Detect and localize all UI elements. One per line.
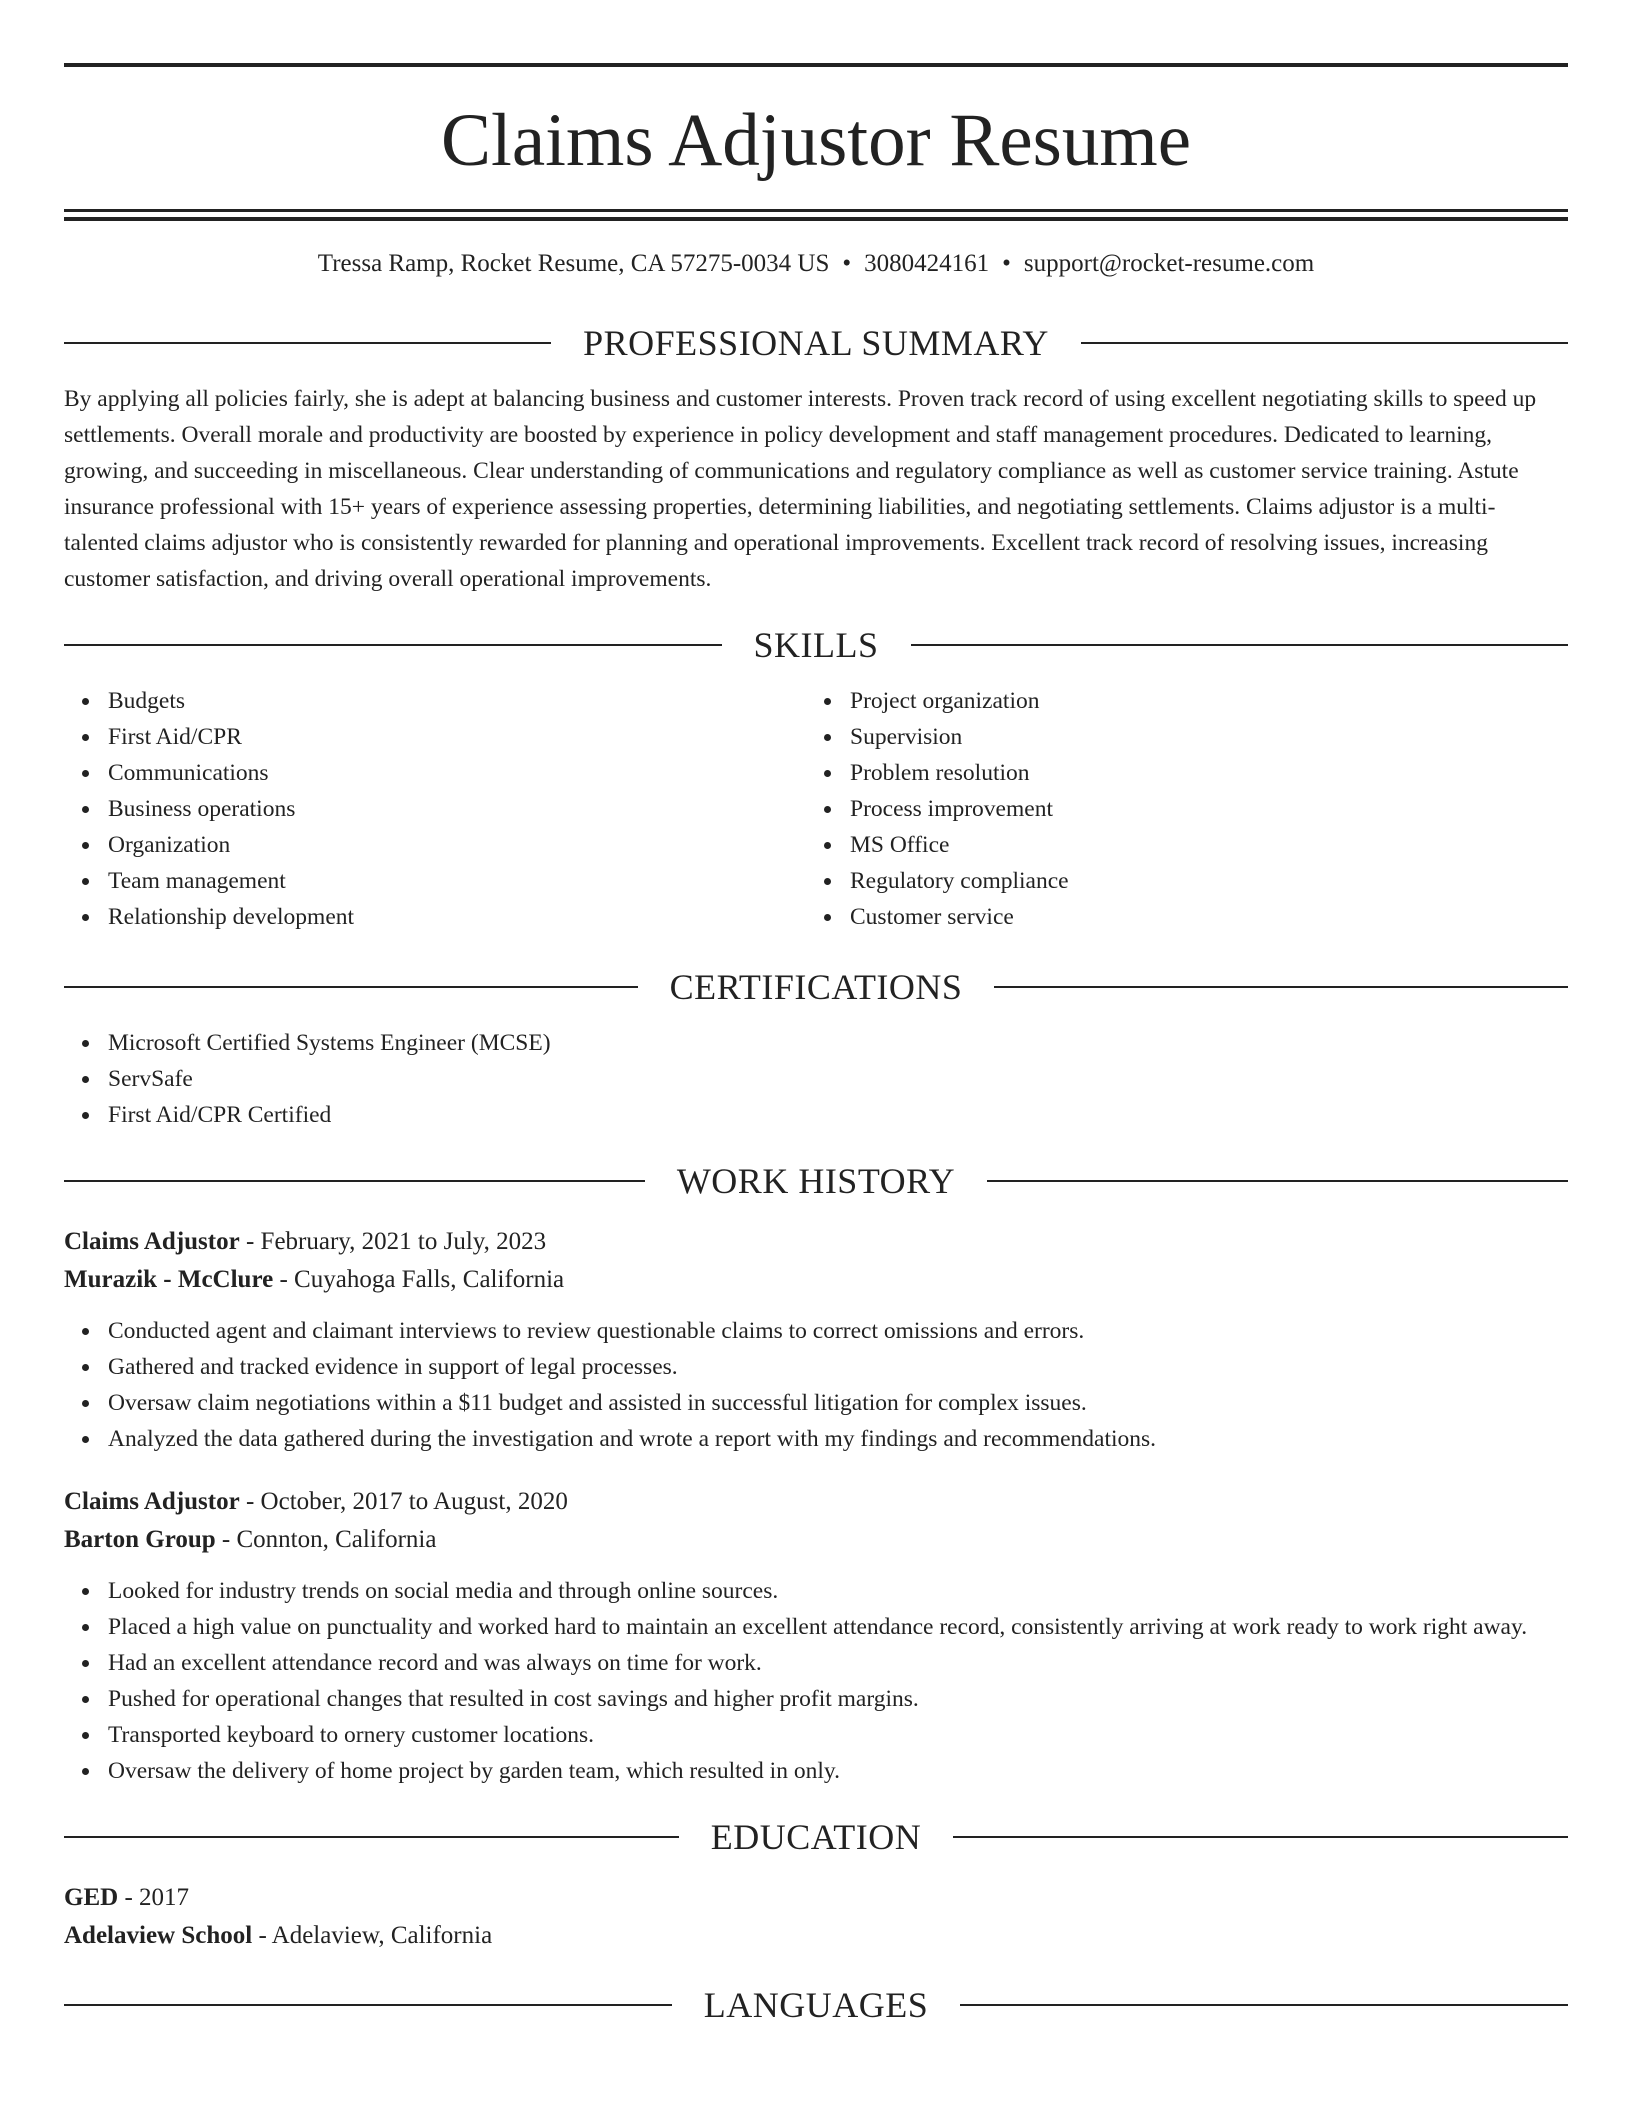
heading-rule bbox=[64, 1180, 645, 1182]
job-dates: - October, 2017 to August, 2020 bbox=[239, 1488, 568, 1515]
job-title-line bbox=[64, 1483, 1568, 1521]
list-item: Relationship development bbox=[108, 899, 806, 935]
list-item: Communications bbox=[108, 755, 806, 791]
job-title-line bbox=[64, 1223, 1568, 1261]
list-item: Process improvement bbox=[850, 791, 1548, 827]
list-item: Oversaw the delivery of home project by garden team, which resulted in only. bbox=[108, 1753, 1568, 1789]
skills-columns bbox=[64, 683, 1568, 935]
resume-title: Claims Adjustor Resume bbox=[441, 99, 1191, 182]
section-heading-skills bbox=[64, 625, 1568, 665]
contact-phone: 3080424161 bbox=[864, 250, 990, 277]
education-location: - Adelaview, California bbox=[252, 1922, 493, 1949]
heading-rule bbox=[987, 1180, 1568, 1182]
certifications-list bbox=[64, 1025, 1568, 1133]
list-item: Conducted agent and claimant interviews to review questionable claims to correct omissions and errors. bbox=[108, 1313, 1568, 1349]
list-item: Looked for industry trends on social media and through online sources. bbox=[108, 1573, 1568, 1609]
job-bullets bbox=[64, 1313, 1568, 1457]
heading-rule bbox=[64, 1836, 679, 1838]
contact-line bbox=[64, 249, 1568, 279]
heading-rule bbox=[64, 2004, 672, 2006]
list-item: Regulatory compliance bbox=[850, 863, 1548, 899]
section-heading-certifications bbox=[64, 967, 1568, 1007]
list-item: Supervision bbox=[850, 719, 1548, 755]
education-school: Adelaview School bbox=[64, 1922, 253, 1949]
list-item: Customer service bbox=[850, 899, 1548, 935]
education-school-line bbox=[64, 1917, 1568, 1955]
section-title: PROFESSIONAL SUMMARY bbox=[583, 323, 1049, 363]
contact-address: Tressa Ramp, Rocket Resume, CA 57275-0034 US bbox=[317, 250, 830, 277]
list-item: Business operations bbox=[108, 791, 806, 827]
certifications-block bbox=[64, 1025, 1568, 1133]
job-title: Claims Adjustor bbox=[64, 1488, 240, 1515]
resume-page bbox=[64, 0, 1568, 2025]
summary-paragraph: By applying all policies fairly, she is adept at balancing business and customer interests. Proven track record of using excellent negotiating skills to speed up settlements. Overall morale and productivity are boosted by experience in policy development and staff management procedures. Dedicated to learning, growing, and succeeding in miscellaneous. Clear understanding of communications and regulatory compliance as well as customer service training. Astute insurance professional with 15+ years of experience assessing properties, determining liabilities, and negotiating settlements. Claims adjustor is a multi-talented claims adjustor who is consistently rewarded for planning and operational improvements. Excellent track record of resolving issues, increasing customer satisfaction, and driving overall operational improvements. bbox=[64, 386, 1537, 592]
list-item: ServSafe bbox=[108, 1061, 1568, 1097]
heading-rule bbox=[960, 2004, 1568, 2006]
job-entry bbox=[64, 1483, 1568, 1789]
heading-rule bbox=[911, 644, 1569, 646]
list-item: Placed a high value on punctuality and worked hard to maintain an excellent attendance record, consistently arriving at work ready to work right away. bbox=[108, 1609, 1568, 1645]
list-item: Pushed for operational changes that resulted in cost savings and higher profit margins. bbox=[108, 1681, 1568, 1717]
job-title: Claims Adjustor bbox=[64, 1228, 240, 1255]
contact-separator: • bbox=[1002, 250, 1011, 277]
list-item: Team management bbox=[108, 863, 806, 899]
section-heading-education bbox=[64, 1817, 1568, 1857]
section-heading-work-history bbox=[64, 1161, 1568, 1201]
section-heading-summary bbox=[64, 323, 1568, 363]
education-degree: GED bbox=[64, 1884, 119, 1911]
section-title: SKILLS bbox=[753, 625, 879, 665]
section-title: CERTIFICATIONS bbox=[669, 967, 963, 1007]
list-item: Microsoft Certified Systems Engineer (MCSE) bbox=[108, 1025, 1568, 1061]
list-item: Analyzed the data gathered during the investigation and wrote a report with my findings and recommendations. bbox=[108, 1421, 1568, 1457]
job-dates: - February, 2021 to July, 2023 bbox=[239, 1228, 547, 1255]
list-item: Gathered and tracked evidence in support of legal processes. bbox=[108, 1349, 1568, 1385]
contact-email: support@rocket-resume.com bbox=[1023, 250, 1315, 277]
list-item: Oversaw claim negotiations within a $11 budget and assisted in successful litigation for complex issues. bbox=[108, 1385, 1568, 1421]
skills-left-list bbox=[64, 683, 806, 935]
section-title: LANGUAGES bbox=[703, 1985, 929, 2025]
list-item: First Aid/CPR bbox=[108, 719, 806, 755]
job-location: - Connton, California bbox=[215, 1526, 437, 1553]
title-double-rule bbox=[64, 209, 1568, 221]
list-item: Had an excellent attendance record and was always on time for work. bbox=[108, 1645, 1568, 1681]
top-rule bbox=[64, 63, 1568, 67]
skills-left-column bbox=[64, 683, 806, 935]
education-degree-line bbox=[64, 1879, 1568, 1917]
heading-rule bbox=[994, 986, 1568, 988]
heading-rule bbox=[64, 644, 722, 646]
heading-rule bbox=[953, 1836, 1568, 1838]
section-title: WORK HISTORY bbox=[676, 1161, 956, 1201]
job-entry bbox=[64, 1223, 1568, 1457]
list-item: Project organization bbox=[850, 683, 1548, 719]
skills-right-list bbox=[806, 683, 1548, 935]
skills-right-column bbox=[806, 683, 1548, 935]
list-item: Problem resolution bbox=[850, 755, 1548, 791]
contact-separator: • bbox=[842, 250, 852, 277]
job-bullets bbox=[64, 1573, 1568, 1789]
heading-rule bbox=[64, 986, 638, 988]
heading-rule bbox=[64, 342, 551, 344]
job-company-line bbox=[64, 1521, 1568, 1559]
list-item: Transported keyboard to ornery customer locations. bbox=[108, 1717, 1568, 1753]
job-location: - Cuyahoga Falls, California bbox=[273, 1266, 565, 1293]
list-item: Budgets bbox=[108, 683, 806, 719]
list-item: Organization bbox=[108, 827, 806, 863]
education-year: - 2017 bbox=[118, 1884, 190, 1911]
section-heading-languages bbox=[64, 1985, 1568, 2025]
heading-rule bbox=[1081, 342, 1568, 344]
list-item: MS Office bbox=[850, 827, 1548, 863]
job-company: Murazik - McClure bbox=[64, 1266, 274, 1293]
job-company: Barton Group bbox=[64, 1526, 216, 1553]
list-item: First Aid/CPR Certified bbox=[108, 1097, 1568, 1133]
section-title: EDUCATION bbox=[710, 1817, 922, 1857]
job-company-line bbox=[64, 1261, 1568, 1299]
education-entry bbox=[64, 1879, 1568, 1955]
